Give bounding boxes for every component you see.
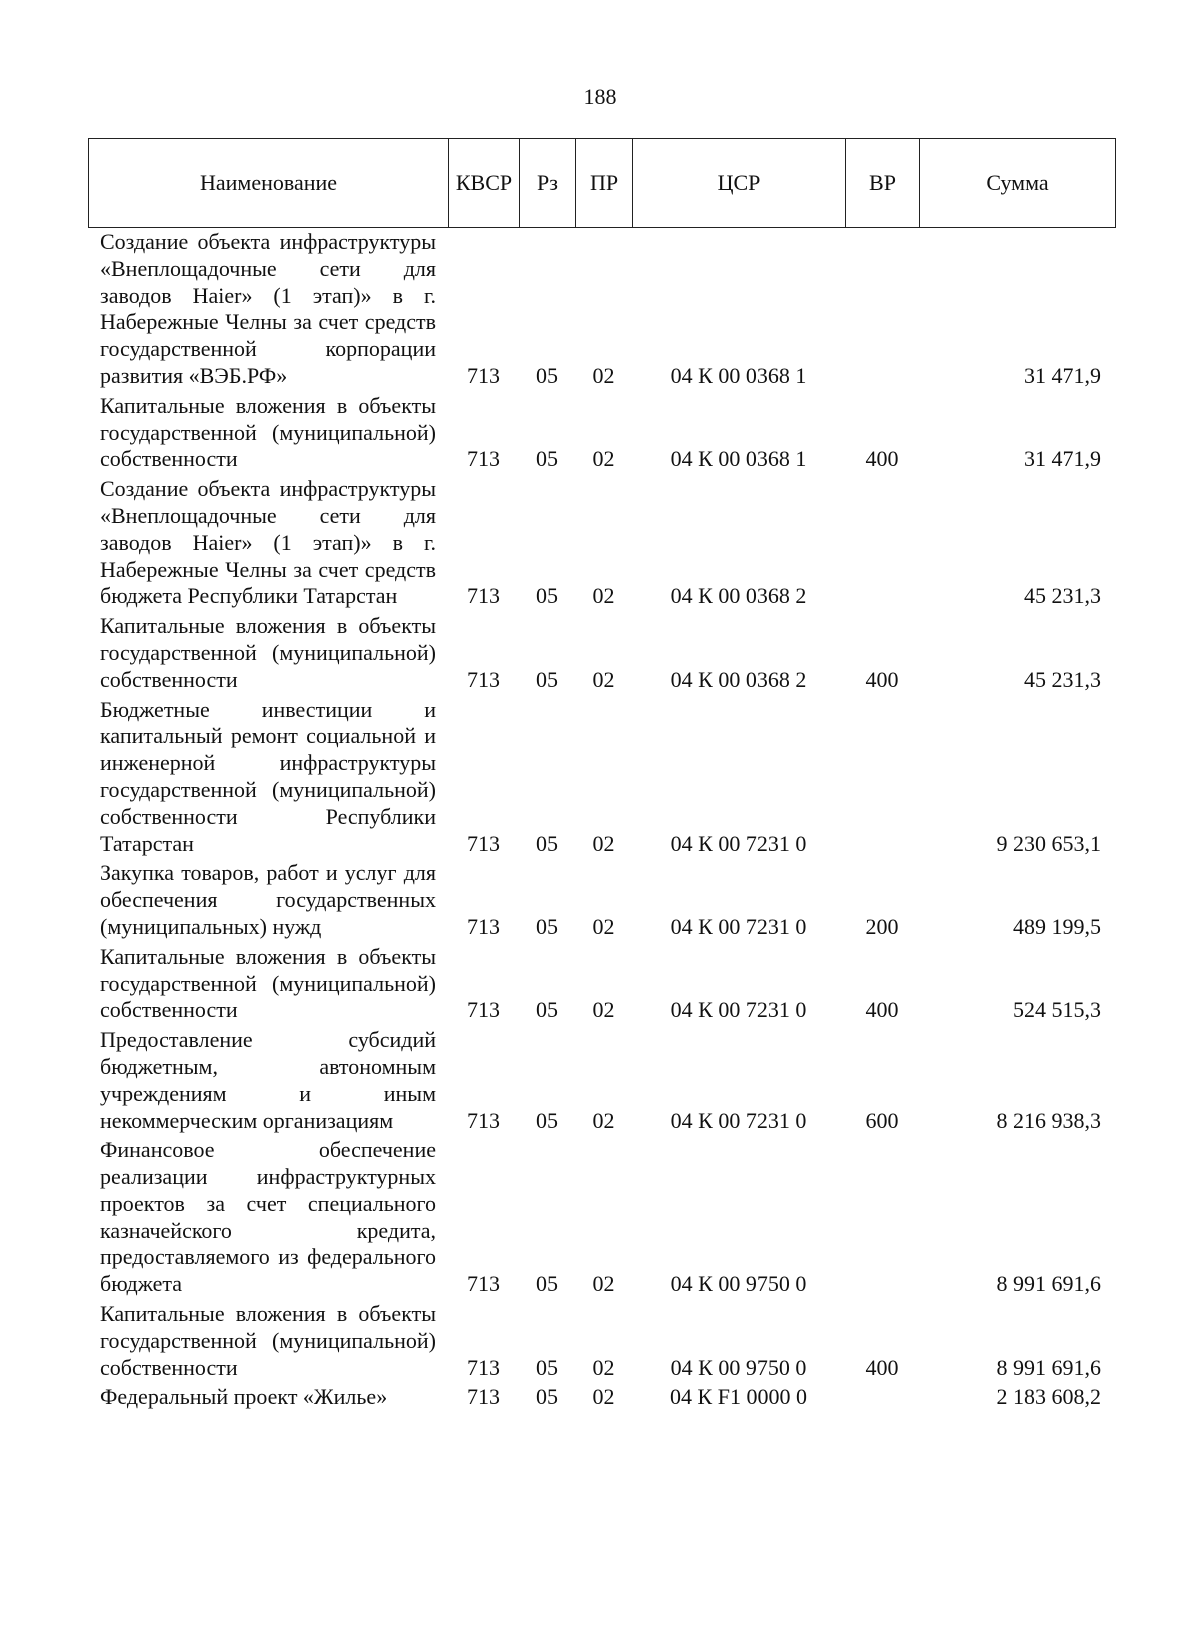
row-rz: 05 bbox=[536, 666, 558, 692]
row-pr: 02 bbox=[592, 830, 615, 856]
row-name: Создание объекта инфраструктуры «Внеплощадочные сети для заводов Haier» (1 этап)» в г. Набережные Челны за счет средств государственной корпорации развития «ВЭБ.РФ» bbox=[100, 229, 436, 388]
row-name: Капитальные вложения в объекты государственной (муниципальной) собственности bbox=[100, 1301, 436, 1380]
row-csr: 04 К 00 7231 0 bbox=[670, 913, 807, 939]
budget-table bbox=[88, 229, 1115, 1414]
header-kvsr: КВСР bbox=[449, 139, 520, 228]
row-vr bbox=[845, 476, 919, 613]
header-rz: Рз bbox=[520, 139, 576, 228]
row-rz: 05 bbox=[536, 997, 558, 1023]
row-vr: 400 bbox=[865, 446, 899, 472]
row-rz: 05 bbox=[536, 1384, 558, 1410]
row-pr: 02 bbox=[592, 1107, 615, 1133]
row-csr: 04 К 00 7231 0 bbox=[670, 997, 807, 1023]
row-kvsr: 713 bbox=[467, 1384, 500, 1410]
row-name: Закупка товаров, работ и услуг для обеспечения государственных (муниципальных) нужд bbox=[100, 860, 436, 939]
table-row bbox=[88, 1301, 1115, 1384]
row-kvsr: 713 bbox=[467, 1107, 500, 1133]
row-kvsr: 713 bbox=[467, 362, 500, 388]
row-name: Создание объекта инфраструктуры «Внеплощадочные сети для заводов Haier» (1 этап)» в г. Набережные Челны за счет средств бюджета Республики Татарстан bbox=[100, 476, 436, 609]
row-vr bbox=[845, 1137, 919, 1301]
row-name: Предоставление субсидий бюджетным, автономным учреждениям и иным некоммерческим организациям bbox=[100, 1027, 436, 1133]
row-pr: 02 bbox=[592, 913, 615, 939]
row-pr: 02 bbox=[592, 1354, 615, 1380]
row-rz: 05 bbox=[536, 446, 558, 472]
row-sum: 524 515,3 bbox=[1013, 997, 1101, 1023]
row-csr: 04 К 00 7231 0 bbox=[670, 830, 807, 856]
row-vr: 600 bbox=[865, 1107, 899, 1133]
row-rz: 05 bbox=[536, 362, 558, 388]
row-vr bbox=[845, 229, 919, 393]
row-csr: 04 К F1 0000 0 bbox=[670, 1384, 807, 1410]
table-row bbox=[88, 1137, 1115, 1301]
table-row bbox=[88, 476, 1115, 613]
row-name: Капитальные вложения в объекты государственной (муниципальной) собственности bbox=[100, 613, 436, 692]
row-vr: 200 bbox=[865, 913, 899, 939]
row-rz: 05 bbox=[536, 830, 558, 856]
row-name: Капитальные вложения в объекты государственной (муниципальной) собственности bbox=[100, 943, 436, 1023]
header-name: Наименование bbox=[89, 139, 449, 228]
row-pr: 02 bbox=[592, 1271, 615, 1297]
row-sum: 2 183 608,2 bbox=[996, 1384, 1101, 1410]
header-csr: ЦСР bbox=[633, 139, 846, 228]
row-sum: 489 199,5 bbox=[1013, 913, 1101, 939]
row-kvsr: 713 bbox=[467, 997, 500, 1023]
row-rz: 05 bbox=[536, 1107, 558, 1133]
row-kvsr: 713 bbox=[467, 446, 500, 472]
row-csr: 04 К 00 9750 0 bbox=[670, 1354, 807, 1380]
row-rz: 05 bbox=[536, 913, 558, 939]
row-sum: 31 471,9 bbox=[1024, 446, 1101, 472]
row-vr: 400 bbox=[865, 1354, 899, 1380]
row-rz: 05 bbox=[536, 1354, 558, 1380]
row-kvsr: 713 bbox=[467, 913, 500, 939]
row-kvsr: 713 bbox=[467, 1354, 500, 1380]
row-kvsr: 713 bbox=[467, 583, 500, 609]
header-vr: ВР bbox=[846, 139, 920, 228]
row-vr bbox=[845, 697, 919, 861]
row-csr: 04 К 00 0368 1 bbox=[670, 362, 807, 388]
row-sum: 45 231,3 bbox=[1024, 666, 1101, 692]
row-sum: 8 991 691,6 bbox=[996, 1354, 1101, 1380]
row-pr: 02 bbox=[592, 362, 615, 388]
row-kvsr: 713 bbox=[467, 1271, 500, 1297]
row-pr: 02 bbox=[592, 1384, 615, 1410]
row-pr: 02 bbox=[592, 583, 615, 609]
table-row bbox=[88, 613, 1115, 696]
row-kvsr: 713 bbox=[467, 666, 500, 692]
table-row bbox=[88, 860, 1115, 943]
table-header bbox=[88, 138, 1116, 228]
row-vr: 400 bbox=[865, 997, 899, 1023]
table-row bbox=[88, 1384, 1115, 1414]
table-row bbox=[88, 697, 1115, 861]
row-csr: 04 К 00 0368 2 bbox=[670, 666, 807, 692]
row-csr: 04 К 00 0368 2 bbox=[670, 583, 807, 609]
row-name: Финансовое обеспечение реализации инфраструктурных проектов за счет специального казначейского кредита, предоставляемого из федерального бюджета bbox=[100, 1137, 436, 1297]
row-csr: 04 К 00 7231 0 bbox=[670, 1107, 807, 1133]
table-row bbox=[88, 944, 1115, 1027]
table-row bbox=[88, 1027, 1115, 1137]
row-sum: 8 991 691,6 bbox=[996, 1271, 1101, 1297]
row-sum: 31 471,9 bbox=[1024, 362, 1101, 388]
row-sum: 8 216 938,3 bbox=[996, 1107, 1101, 1133]
row-sum: 45 231,3 bbox=[1024, 583, 1101, 609]
row-csr: 04 К 00 0368 1 bbox=[670, 446, 807, 472]
row-name: Федеральный проект «Жилье» bbox=[100, 1384, 388, 1410]
row-vr bbox=[845, 1384, 919, 1414]
header-pr: ПР bbox=[576, 139, 633, 228]
row-rz: 05 bbox=[536, 583, 558, 609]
row-vr: 400 bbox=[865, 666, 899, 692]
table-body bbox=[88, 229, 1115, 1414]
row-name: Капитальные вложения в объекты государственной (муниципальной) собственности bbox=[100, 392, 436, 472]
row-pr: 02 bbox=[592, 666, 615, 692]
header-sum: Сумма bbox=[920, 139, 1116, 228]
row-rz: 05 bbox=[536, 1271, 558, 1297]
table-row bbox=[88, 229, 1115, 393]
table-row bbox=[88, 393, 1115, 476]
row-pr: 02 bbox=[592, 446, 615, 472]
row-csr: 04 К 00 9750 0 bbox=[670, 1271, 807, 1297]
row-name: Бюджетные инвестиции и капитальный ремонт социальной и инженерной инфраструктуры государственной (муниципальной) собственности Республики Татарстан bbox=[100, 696, 436, 856]
row-pr: 02 bbox=[592, 997, 615, 1023]
page-number: 188 bbox=[583, 84, 617, 109]
row-sum: 9 230 653,1 bbox=[996, 830, 1101, 856]
row-kvsr: 713 bbox=[467, 830, 500, 856]
